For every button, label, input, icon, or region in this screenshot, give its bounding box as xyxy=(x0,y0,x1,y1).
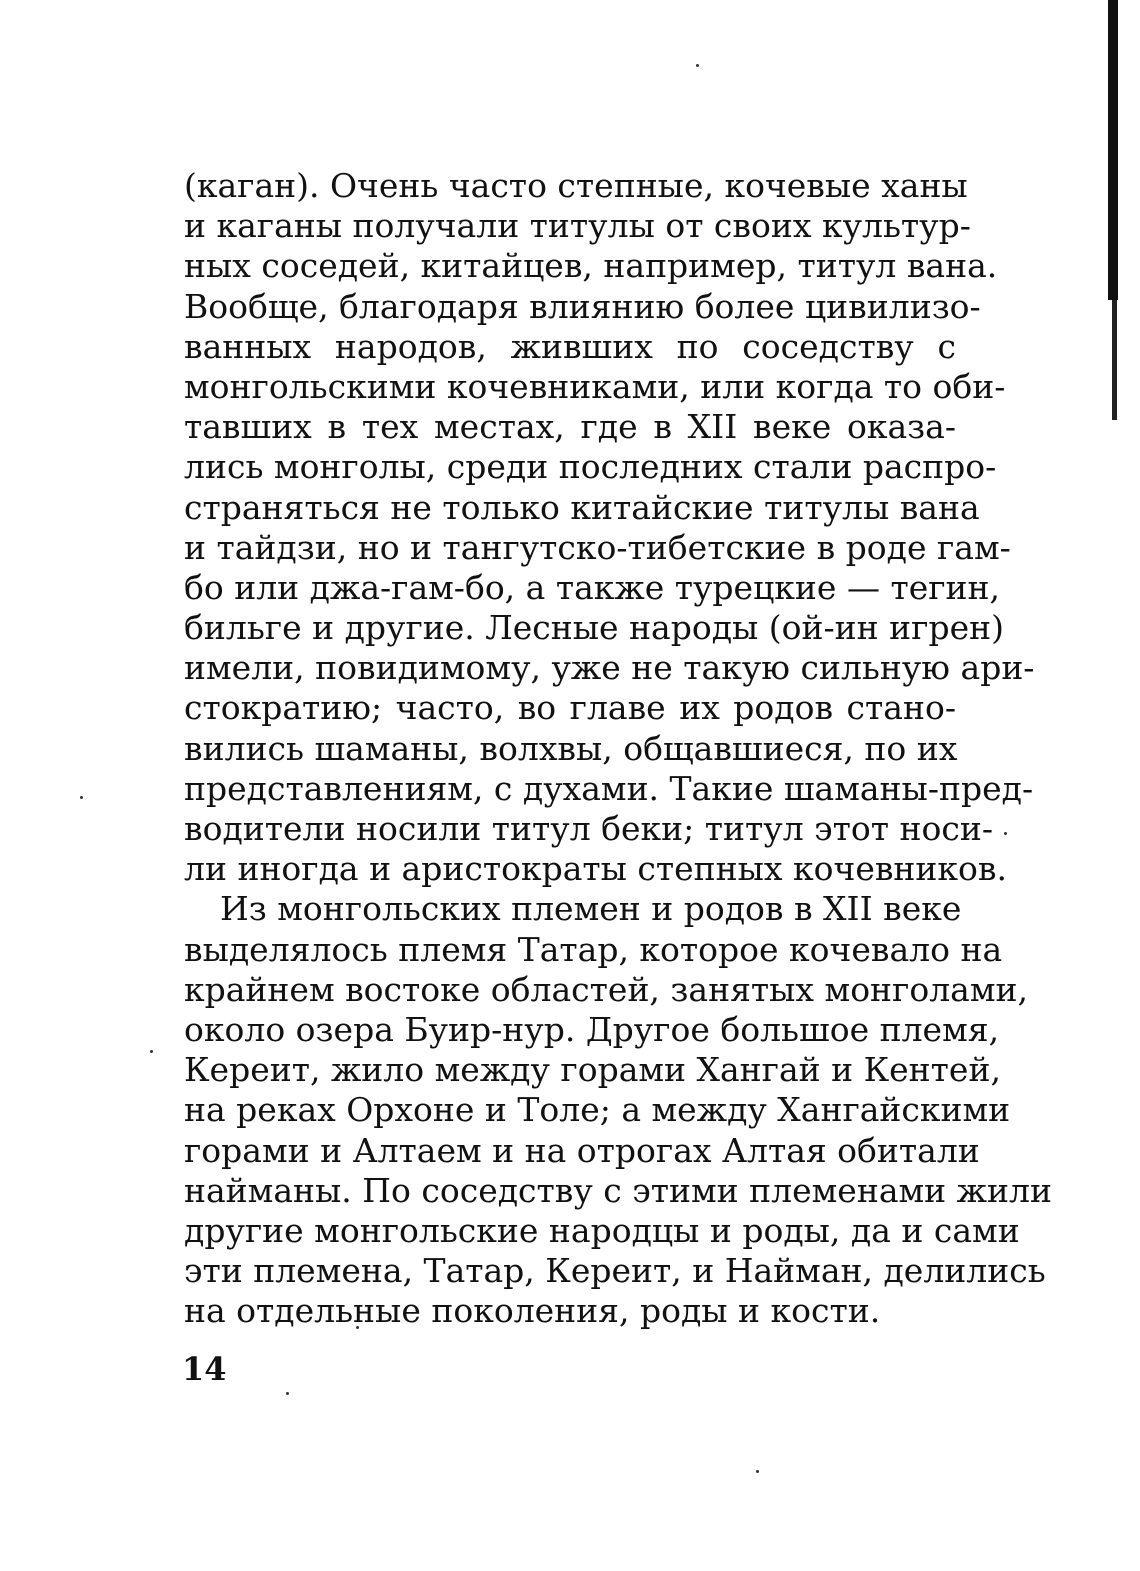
scan-speck xyxy=(1004,832,1007,835)
text-line: страняться не только китайские титулы вана xyxy=(184,487,980,527)
text-line: бо или джа-гам-бо, а также турецкие — тегин, xyxy=(184,567,1000,607)
text-line: найманы. По соседству с этими племенами жили xyxy=(184,1170,1052,1210)
text-line: представлениям, с духами. Такие шаманы-пред- xyxy=(184,768,1034,808)
text-line: около озера Буир-нур. Другое большое племя, xyxy=(184,1009,1000,1049)
text-line: на реках Орхоне и Толе; а между Хангайскими xyxy=(184,1090,1011,1130)
text-line: и каганы получали титулы от своих культур- xyxy=(184,206,971,246)
scan-speck xyxy=(756,1470,759,1473)
text-line: имели, повидимому, уже не такую сильную ари- xyxy=(184,648,1035,688)
text-line: монгольскими кочевниками, или когда то оби- xyxy=(184,366,1006,406)
page-number: 14 xyxy=(182,1350,227,1388)
scan-speck xyxy=(150,1050,153,1053)
text-line: вились шаманы, волхвы, общавшиеся, по их xyxy=(184,728,958,768)
text-line: бильге и другие. Лесные народы (ой-ин игрен) xyxy=(184,608,1004,648)
page-binding-edge xyxy=(1108,0,1118,300)
text-line: другие монгольские народцы и роды, да и сами xyxy=(184,1210,1020,1250)
text-line: (каган). Очень часто степные, кочевые ханы xyxy=(184,166,968,205)
paragraph-1 xyxy=(184,166,1035,889)
text-line: горами и Алтаем и на отрогах Алтая обитали xyxy=(184,1130,980,1170)
scan-speck xyxy=(286,1392,289,1395)
paragraph-2 xyxy=(184,889,1052,1331)
text-line: лись монголы, среди последних стали распро- xyxy=(184,447,997,487)
text-line: Вообще, благодаря влиянию более цивилизо- xyxy=(184,286,981,326)
scan-speck xyxy=(80,796,83,799)
text-line: водители носили титул беки; титул этот носи- xyxy=(184,809,993,848)
text-line: выделялось племя Татар, которое кочевало на xyxy=(184,929,1003,969)
text-line: и тайдзи, но и тангутско-тибетские в роде гам- xyxy=(184,527,1011,567)
body-text xyxy=(184,166,1052,1331)
text-line: на отдельные поколения, роды и кости. xyxy=(184,1291,881,1331)
text-line: крайнем востоке областей, занятых монголами, xyxy=(184,969,1028,1009)
text-line: Из монгольских племен и родов в XII веке xyxy=(220,889,962,929)
page-binding-edge-lower xyxy=(1112,300,1117,420)
text-line: эти племена, Татар, Кереит, и Найман, делились xyxy=(184,1251,1046,1291)
text-line: стократию; часто, во главе их родов стано- xyxy=(184,688,956,728)
scan-speck xyxy=(696,64,699,67)
text-line: ных соседей, китайцев, например, титул вана. xyxy=(184,246,998,286)
text-line: Кереит, жило между горами Хангай и Кентей, xyxy=(184,1050,1001,1090)
text-line: ли иногда и аристократы степных кочевников. xyxy=(184,849,1007,889)
text-line: тавших в тех местах, где в XII веке оказа- xyxy=(184,407,956,447)
text-line: ванных народов, живших по соседству с xyxy=(184,326,956,366)
